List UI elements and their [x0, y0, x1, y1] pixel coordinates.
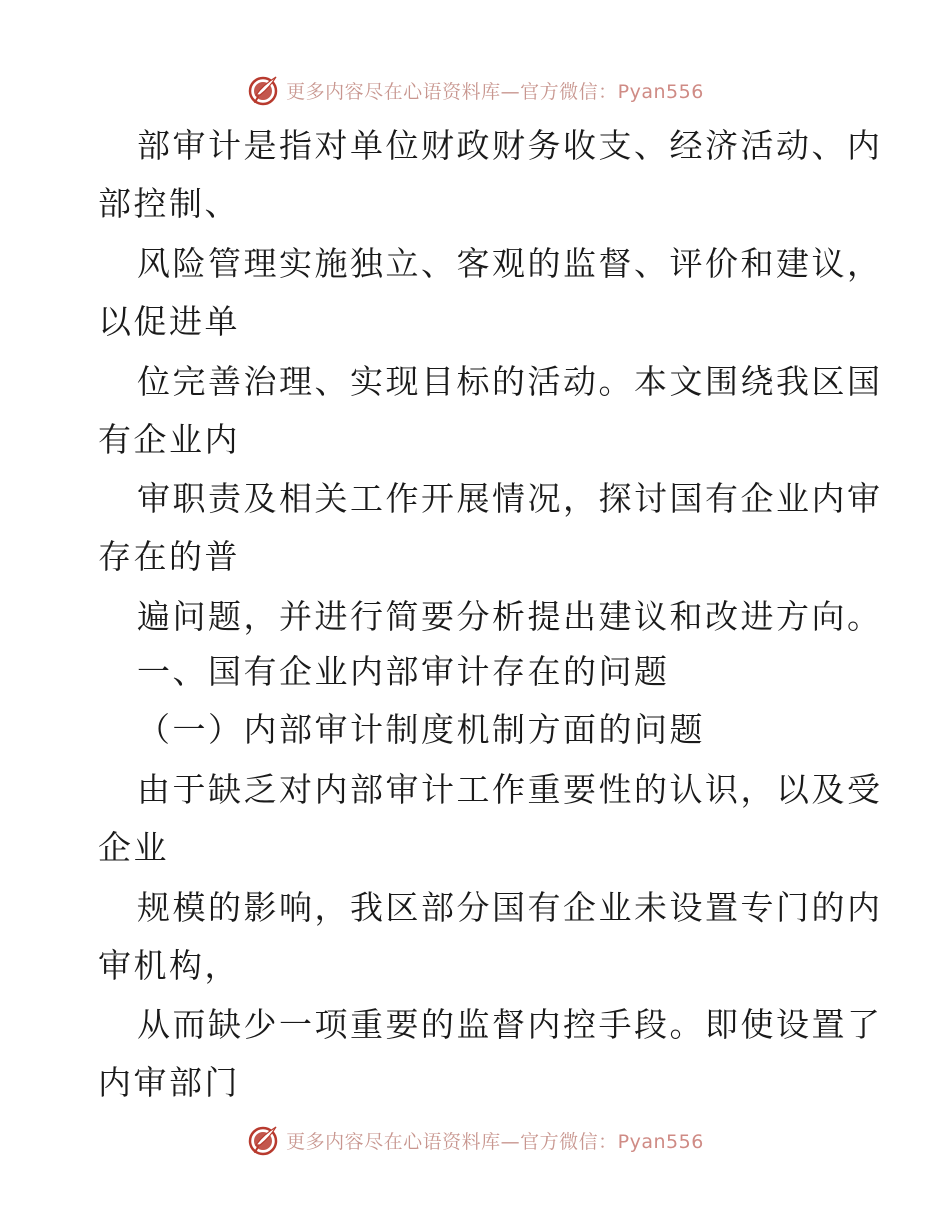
text-line: 风险管理实施独立、客观的监督、评价和建议， [137, 244, 883, 283]
watermark-wechat-id: Pyan556 [617, 1130, 704, 1153]
text-line: 内审部门 [98, 1063, 240, 1102]
quill-logo-icon [246, 73, 280, 107]
footer-watermark [0, 1120, 950, 1160]
text-line: 从而缺少一项重要的监督内控手段。即使设置了 [137, 1005, 883, 1044]
quill-logo-icon [246, 1123, 280, 1157]
text-line: 审职责及相关工作开展情况，探讨国有企业内审 [137, 479, 883, 518]
text-line: 部审计是指对单位财政财务收支、经济活动、内 [137, 126, 883, 165]
watermark-label: 更多内容尽在心语资料库—官方微信： [286, 1130, 618, 1153]
text-line: 有企业内 [98, 420, 240, 459]
text-line: 以促进单 [98, 302, 240, 341]
watermark-text [286, 1127, 704, 1154]
text-line: 审机构， [98, 946, 240, 985]
subsection-heading: （一）内部审计制度机制方面的问题 [137, 710, 705, 749]
header-watermark [0, 70, 950, 110]
watermark-wechat-id: Pyan556 [617, 80, 704, 103]
section-heading: 一、国有企业内部审计存在的问题 [137, 652, 670, 691]
text-line: 企业 [98, 828, 169, 867]
watermark-label: 更多内容尽在心语资料库—官方微信： [286, 80, 618, 103]
text-line: 存在的普 [98, 537, 240, 576]
text-line: 部控制、 [98, 184, 240, 223]
text-line: 规模的影响，我区部分国有企业未设置专门的内 [137, 888, 883, 927]
text-line: 位完善治理、实现目标的活动。本文围绕我区国 [137, 362, 883, 401]
text-line: 遍问题，并进行简要分析提出建议和改进方向。 [137, 597, 883, 636]
watermark-text [286, 77, 704, 104]
text-line: 由于缺乏对内部审计工作重要性的认识，以及受 [137, 770, 883, 809]
